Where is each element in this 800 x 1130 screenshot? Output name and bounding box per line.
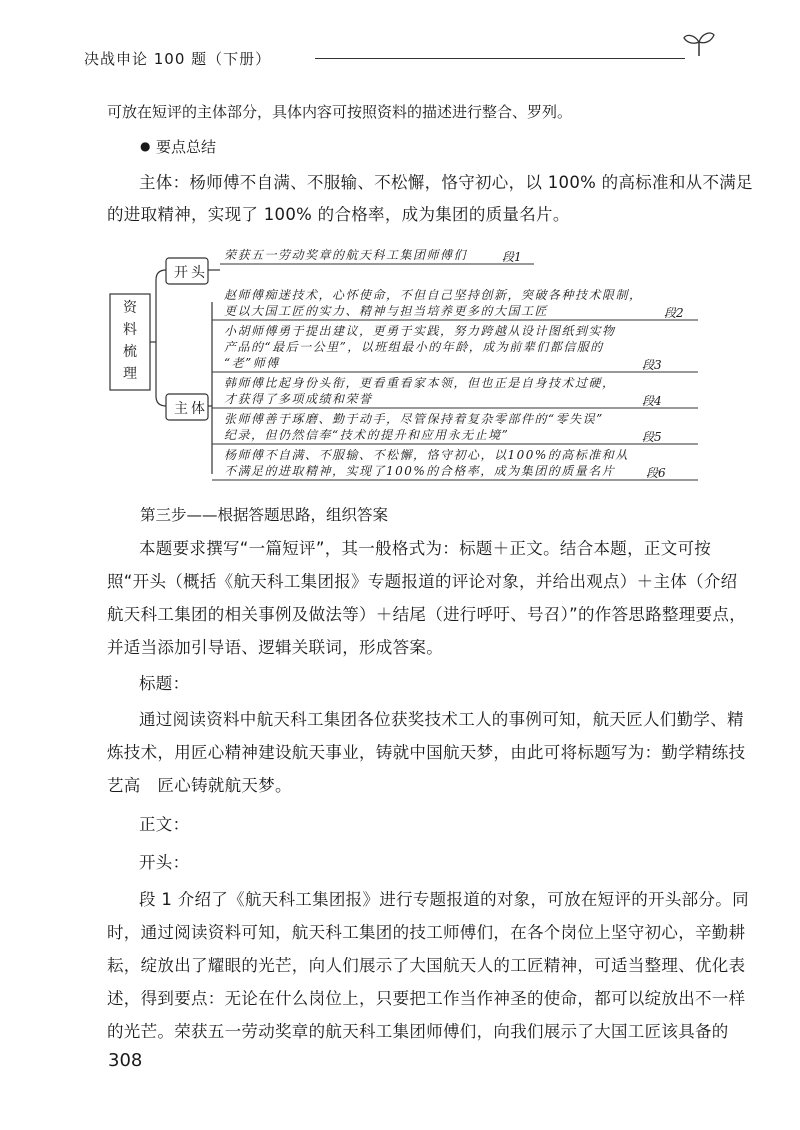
main-item-line: “老”师傅: [224, 356, 280, 370]
main-item-line: 韩师傅比起身份头衔，更看重看家本领，但也正是自身技术过硬，: [224, 376, 616, 390]
opening-label: 开头：: [139, 853, 190, 872]
summary-line: 主体：杨师傅不自满、不服输、不松懈，恪守初心，以 100% 的高标准和从不满足: [139, 173, 753, 192]
main-item-line: 纪录，但仍然信奉“技术的提升和应用永无止境”: [224, 428, 510, 442]
sprout-icon: [682, 28, 716, 58]
opening-note: 荣获五一劳动奖章的航天科工集团师傅们: [224, 248, 468, 262]
segment-tag: 段1: [502, 250, 522, 264]
bullet-dot: ●: [140, 139, 151, 153]
root-label-char: 梳: [123, 344, 137, 360]
step3-heading: 第三步——根据答题思路，组织答案: [140, 506, 389, 524]
root-label-char: 资: [123, 300, 137, 316]
intro-line: 可放在短评的主体部分，具体内容可按照资料的描述进行整合、罗列。: [107, 103, 573, 121]
page-number: 308: [108, 1050, 143, 1071]
paragraph-line: 通过阅读资料中航天科工集团各位获奖技术工人的事例可知，航天匠人们勤学、精: [139, 710, 744, 729]
main-item-line: 才获得了多项成绩和荣誉: [224, 392, 373, 406]
summary-heading: 要点总结: [156, 138, 217, 156]
paragraph-line: 述，得到要点：无论在什么岗位上，只要把工作当作神圣的使命，都可以绽放出不一样: [107, 989, 746, 1008]
paragraph-line: 段 1 介绍了《航天科工集团报》进行专题报道的对象，可放在短评的开头部分。同: [139, 890, 749, 909]
paragraph-line: 耘，绽放出了耀眼的光芒，向人们展示了大国航天人的工匠精神，可适当整理、优化表: [107, 956, 746, 975]
paragraph-line: 的光芒。荣获五一劳动奖章的航天科工集团师傅们，向我们展示了大国工匠该具备的: [107, 1022, 729, 1041]
paragraph-line: 航天科工集团的相关事例及做法等）＋结尾（进行呼吁、号召）”的作答思路整理要点，: [107, 605, 746, 624]
material-outline-diagram: [104, 240, 704, 485]
segment-tag: 段3: [642, 358, 662, 372]
paragraph-line: 本题要求撰写“一篇短评”，其一般格式为：标题＋正文。结合本题，正文可按: [139, 539, 712, 558]
main-item-line: 更以大国工匠的实力、精神与担当培养更多的大国工匠: [224, 304, 549, 318]
main-box-label: 主体: [174, 401, 208, 417]
root-label-char: 理: [123, 366, 137, 382]
main-item-line: 赵师傅痴迷技术，心怀使命，不但自己坚持创新，突破各种技术限制，: [224, 288, 643, 302]
root-label-char: 料: [123, 322, 137, 338]
segment-tag: 段6: [646, 466, 666, 480]
body-label: 正文：: [139, 815, 190, 834]
title-label: 标题：: [139, 674, 190, 693]
running-header-title: 决战申论 100 题（下册）: [84, 50, 272, 68]
main-item-line: 杨师傅不自满、不服输、不松懈，恪守初心，以100%的高标准和从: [224, 448, 629, 462]
segment-tag: 段2: [664, 306, 684, 320]
segment-tag: 段5: [642, 430, 662, 444]
paragraph-line: 照“开头（概括《航天科工集团报》专题报道的评论对象，并给出观点）＋主体（介绍: [107, 572, 738, 591]
main-item-line: 产品的“最后一公里”，以班组最小的年龄，成为前辈们都信服的: [224, 340, 604, 354]
paragraph-line: 时，通过阅读资料可知，航天科工集团的技工师傅们，在各个岗位上坚守初心，辛勤耕: [107, 923, 746, 942]
summary-line: 的进取精神，实现了 100% 的合格率，成为集团的质量名片。: [107, 205, 570, 224]
paragraph-line: 并适当添加引导语、逻辑关联词，形成答案。: [107, 638, 443, 657]
paragraph-line: 炼技术，用匠心精神建设航天事业，铸就中国航天梦，由此可将标题写为：勤学精练技: [107, 743, 746, 762]
main-item-line: 张师傅善于琢磨、勤于动手，尽管保持着复杂零部件的“零失误”: [224, 412, 604, 426]
segment-tag: 段4: [642, 394, 662, 408]
paragraph-line: 艺高 匠心铸就航天梦。: [107, 776, 292, 795]
header-rule: [315, 58, 685, 59]
main-item-line: 不满足的进取精神，实现了100%的合格率，成为集团的质量名片: [224, 464, 616, 478]
opening-box-label: 开头: [174, 265, 208, 281]
main-item-line: 小胡师傅勇于提出建议，更勇于实践，努力跨越从设计图纸到实物: [224, 324, 616, 338]
